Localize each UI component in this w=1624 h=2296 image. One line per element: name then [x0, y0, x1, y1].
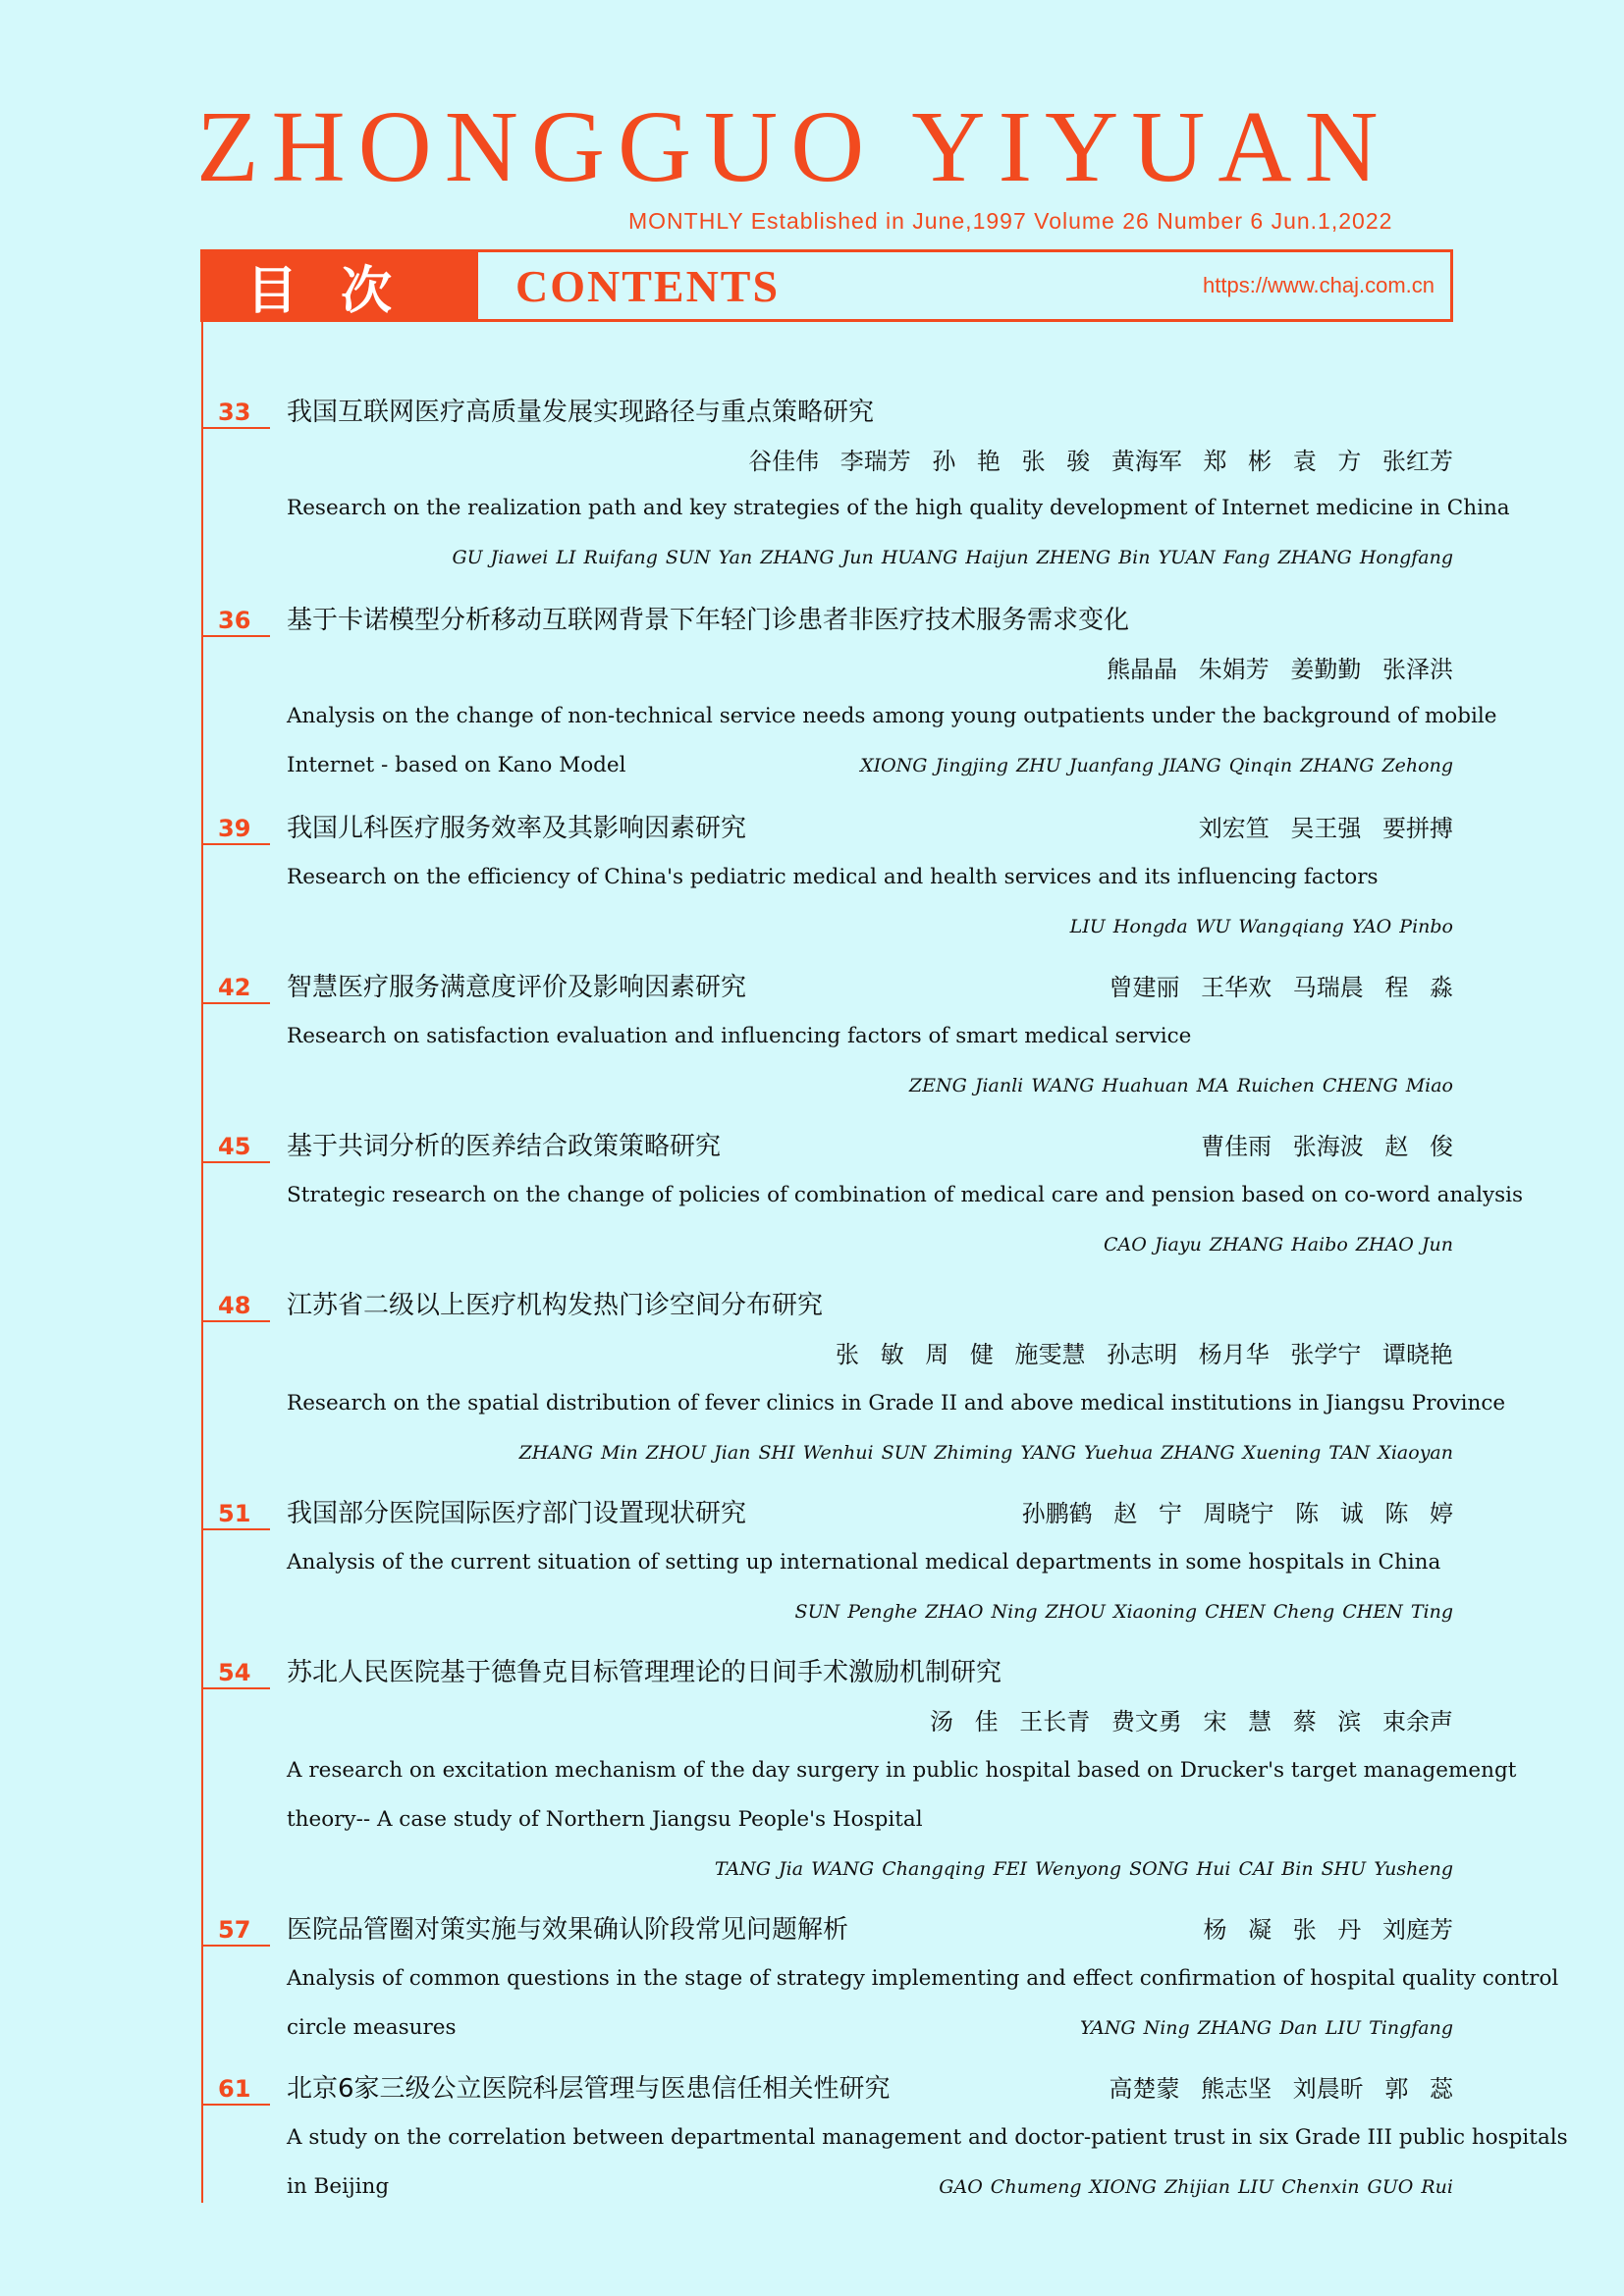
entry-tick: [201, 1945, 270, 1947]
en-authors: LIU Hongda WU Wangqiang YAO Pinbo: [1069, 916, 1453, 937]
en-authors: ZENG Jianli WANG Huahuan MA Ruichen CHENG Miao: [908, 1075, 1453, 1096]
page-number: 33: [218, 399, 251, 426]
cn-title[interactable]: 苏北人民医院基于德鲁克目标管理理论的日间手术激励机制研究: [287, 1658, 1002, 1687]
en-title[interactable]: Analysis of the current situation of setting up international medical departments in some hospitals in China: [287, 1550, 1441, 1575]
en-authors: GU Jiawei LI Ruifang SUN Yan ZHANG Jun HUANG Haijun ZHENG Bin YUAN Fang ZHANG Hongfang: [452, 547, 1453, 568]
cn-authors: 汤 佳 王长青 费文勇 宋 慧 蔡 滨 束余声: [929, 1708, 1453, 1735]
page-number: 61: [218, 2075, 251, 2103]
banner-cn-label: 目次: [203, 252, 478, 319]
margin-rule: [201, 322, 203, 2203]
cn-title[interactable]: 医院品管圈对策实施与效果确认阶段常见问题解析: [287, 1915, 849, 1945]
page-number: 42: [218, 974, 251, 1001]
cn-authors: 谷佳伟 李瑞芳 孙 艳 张 骏 黄海军 郑 彬 袁 方 张红芳: [748, 448, 1453, 475]
page-number: 36: [218, 607, 251, 634]
journal-url-link[interactable]: https://www.chaj.com.cn: [1203, 273, 1435, 297]
en-title-line-2[interactable]: Internet - based on Kano Model: [287, 753, 626, 777]
en-authors: GAO Chumeng XIONG Zhijian LIU Chenxin GUO Rui: [939, 2176, 1453, 2198]
en-authors: XIONG Jingjing ZHU Juanfang JIANG Qinqin ZHANG Zehong: [860, 755, 1453, 776]
cn-title[interactable]: 江苏省二级以上医疗机构发热门诊空间分布研究: [287, 1291, 824, 1320]
en-title-line-2[interactable]: circle measures: [287, 2015, 457, 2040]
page-number: 57: [218, 1916, 251, 1944]
en-title[interactable]: Research on the spatial distribution of fever clinics in Grade II and above medical institutions in Jiangsu Province: [287, 1391, 1506, 1415]
en-title[interactable]: Research on the realization path and key strategies of the high quality development of Internet medicine in China: [287, 496, 1510, 520]
issue-info: MONTHLY Established in June,1997 Volume 26 Number 6 Jun.1,2022: [628, 208, 1393, 234]
entry-tick: [201, 427, 270, 429]
entry-tick: [201, 1528, 270, 1530]
en-title-line-1[interactable]: Analysis of common questions in the stage of strategy implementing and effect confirmation of hospital quality control: [287, 1966, 1559, 1991]
cn-title[interactable]: 我国互联网医疗高质量发展实现路径与重点策略研究: [287, 398, 875, 427]
contents-banner: [200, 249, 1453, 322]
entry-tick: [201, 2104, 270, 2106]
cn-title[interactable]: 我国儿科医疗服务效率及其影响因素研究: [287, 814, 747, 843]
cn-title[interactable]: 智慧医疗服务满意度评价及影响因素研究: [287, 973, 747, 1002]
cn-authors: 张 敏 周 健 施雯慧 孙志明 杨月华 张学宁 谭晓艳: [835, 1341, 1453, 1368]
en-authors: SUN Penghe ZHAO Ning ZHOU Xiaoning CHEN Cheng CHEN Ting: [794, 1601, 1453, 1623]
en-authors: TANG Jia WANG Changqing FEI Wenyong SONG Hui CAI Bin SHU Yusheng: [714, 1858, 1453, 1880]
en-authors: ZHANG Min ZHOU Jian SHI Wenhui SUN Zhiming YANG Yuehua ZHANG Xuening TAN Xiaoyan: [518, 1442, 1453, 1464]
cn-authors: 高楚蒙 熊志坚 刘晨昕 郭 蕊: [1109, 2075, 1453, 2103]
en-title[interactable]: Strategic research on the change of policies of combination of medical care and pension based on co-word analysis: [287, 1183, 1524, 1207]
cn-title[interactable]: 我国部分医院国际医疗部门设置现状研究: [287, 1499, 747, 1528]
entry-tick: [201, 1687, 270, 1689]
page-number: 45: [218, 1133, 251, 1160]
entry-tick: [201, 1002, 270, 1004]
page-number: 54: [218, 1659, 251, 1686]
page-number: 39: [218, 815, 251, 842]
en-title-line-1[interactable]: A research on excitation mechanism of the day surgery in public hospital based on Drucker's target managemengt: [287, 1758, 1517, 1783]
entry-tick: [201, 1161, 270, 1163]
cn-authors: 曾建丽 王华欢 马瑞晨 程 淼: [1109, 974, 1453, 1001]
entry-tick: [201, 1320, 270, 1322]
entry-tick: [201, 635, 270, 637]
cn-title[interactable]: 北京6家三级公立医院科层管理与医患信任相关性研究: [287, 2074, 891, 2104]
entry-tick: [201, 843, 270, 845]
page-number: 48: [218, 1292, 251, 1319]
en-title[interactable]: Research on satisfaction evaluation and influencing factors of smart medical service: [287, 1024, 1192, 1048]
en-title-line-1[interactable]: A study on the correlation between departmental management and doctor-patient trust in six Grade III public hospitals: [287, 2125, 1568, 2150]
cn-authors: 刘宏笪 吴王强 要拼搏: [1198, 815, 1453, 842]
en-title-line-1[interactable]: Analysis on the change of non-technical service needs among young outpatients under the background of mobile: [287, 704, 1497, 728]
en-title[interactable]: Research on the efficiency of China's pediatric medical and health services and its influencing factors: [287, 865, 1379, 889]
en-authors: YANG Ning ZHANG Dan LIU Tingfang: [1079, 2017, 1453, 2039]
cn-authors: 杨 凝 张 丹 刘庭芳: [1203, 1916, 1453, 1944]
cn-authors: 孙鹏鹤 赵 宁 周晓宁 陈 诚 陈 婷: [1021, 1500, 1453, 1527]
cn-title[interactable]: 基于卡诺模型分析移动互联网背景下年轻门诊患者非医疗技术服务需求变化: [287, 606, 1130, 635]
cn-authors: 熊晶晶 朱娟芳 姜勤勤 张泽洪: [1107, 656, 1453, 683]
cn-authors: 曹佳雨 张海波 赵 俊: [1201, 1133, 1453, 1160]
en-title-line-2[interactable]: in Beijing: [287, 2174, 390, 2199]
cn-title[interactable]: 基于共词分析的医养结合政策策略研究: [287, 1132, 722, 1161]
page-number: 51: [218, 1500, 251, 1527]
en-authors: CAO Jiayu ZHANG Haibo ZHAO Jun: [1103, 1234, 1453, 1255]
journal-title: ZHONGGUO YIYUAN: [196, 90, 1391, 203]
banner-en-label: CONTENTS: [515, 260, 781, 311]
en-title-line-2[interactable]: theory-- A case study of Northern Jiangsu People's Hospital: [287, 1807, 923, 1832]
